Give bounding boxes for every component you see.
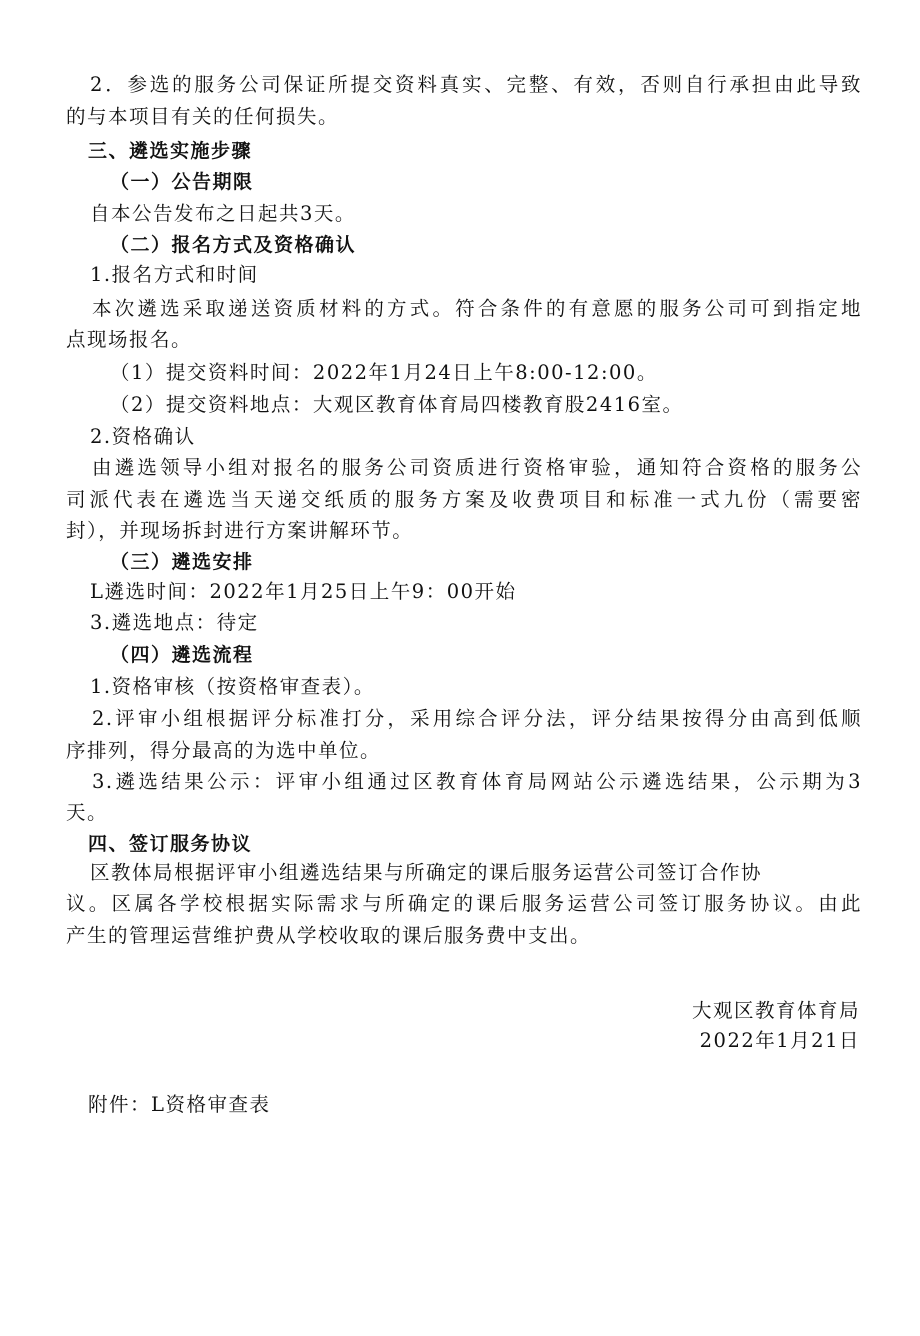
- attachment-note: 附件：L资格审查表: [88, 1093, 271, 1116]
- sub2-item1-text-line1: 本次遴选采取递送资质材料的方式。符合条件的有意愿的服务公司可到指定地: [92, 297, 862, 320]
- sub3-time: L遴选时间：2022年1月25日上午9：00开始: [90, 580, 517, 603]
- sub4-step3-line2: 天。: [66, 801, 109, 824]
- sub2-submit-place: （2）提交资料地点：大观区教育体育局四楼教育股2416室。: [110, 393, 684, 416]
- signature-organization: 大观区教育体育局: [691, 999, 860, 1022]
- sub2-item2-text-line2: 司派代表在遴选当天递交纸质的服务方案及收费项目和标准一式九份（需要密: [66, 488, 862, 511]
- sub2-item2-text-line3: 封），并现场拆封进行方案讲解环节。: [66, 519, 414, 542]
- sub3-heading: （三）遴选安排: [110, 551, 254, 573]
- sub4-step2-line2: 序排列，得分最高的为选中单位。: [66, 739, 382, 762]
- sub2-heading: （二）报名方式及资格确认: [110, 234, 357, 256]
- sub4-step3-line1: 3.遴选结果公示：评审小组通过区教育体育局网站公示遴选结果，公示期为3: [92, 770, 862, 793]
- section-4-line1: 区教体局根据评审小组遴选结果与所确定的课后服务运营公司签订合作协: [90, 861, 763, 884]
- section-4-line2: 议。区属各学校根据实际需求与所确定的课后服务运营公司签订服务协议。由此: [66, 892, 862, 915]
- sub4-heading: （四）遴选流程: [110, 644, 254, 666]
- sub3-place: 3.遴选地点：待定: [90, 611, 259, 634]
- sub2-submit-time: （1）提交资料时间：2022年1月24日上午8:00-12:00。: [110, 361, 658, 384]
- sub4-step1: 1.资格审核（按资格审查表）。: [90, 675, 375, 698]
- sub2-item2-title: 2.资格确认: [90, 425, 196, 448]
- item-2-condition-line2: 的与本项目有关的任何损失。: [66, 105, 340, 128]
- section-3-heading: 三、遴选实施步骤: [88, 140, 253, 162]
- section-4-heading: 四、签订服务协议: [88, 833, 253, 855]
- sub1-text: 自本公告发布之日起共3天。: [90, 202, 356, 225]
- item-2-condition-line1: 2．参选的服务公司保证所提交资料真实、完整、有效，否则自行承担由此导致: [90, 73, 862, 96]
- section-4-line3: 产生的管理运营维护费从学校收取的课后服务费中支出。: [66, 924, 592, 947]
- signature-date: 2022年1月21日: [699, 1029, 860, 1052]
- sub4-step2-line1: 2.评审小组根据评分标准打分，采用综合评分法，评分结果按得分由高到低顺: [92, 707, 862, 730]
- sub2-item1-title: 1.报名方式和时间: [90, 263, 259, 286]
- sub1-heading: （一）公告期限: [110, 171, 254, 193]
- sub2-item2-text-line1: 由遴选领导小组对报名的服务公司资质进行资格审验，通知符合资格的服务公: [92, 456, 862, 479]
- sub2-item1-text-line2: 点现场报名。: [66, 328, 193, 351]
